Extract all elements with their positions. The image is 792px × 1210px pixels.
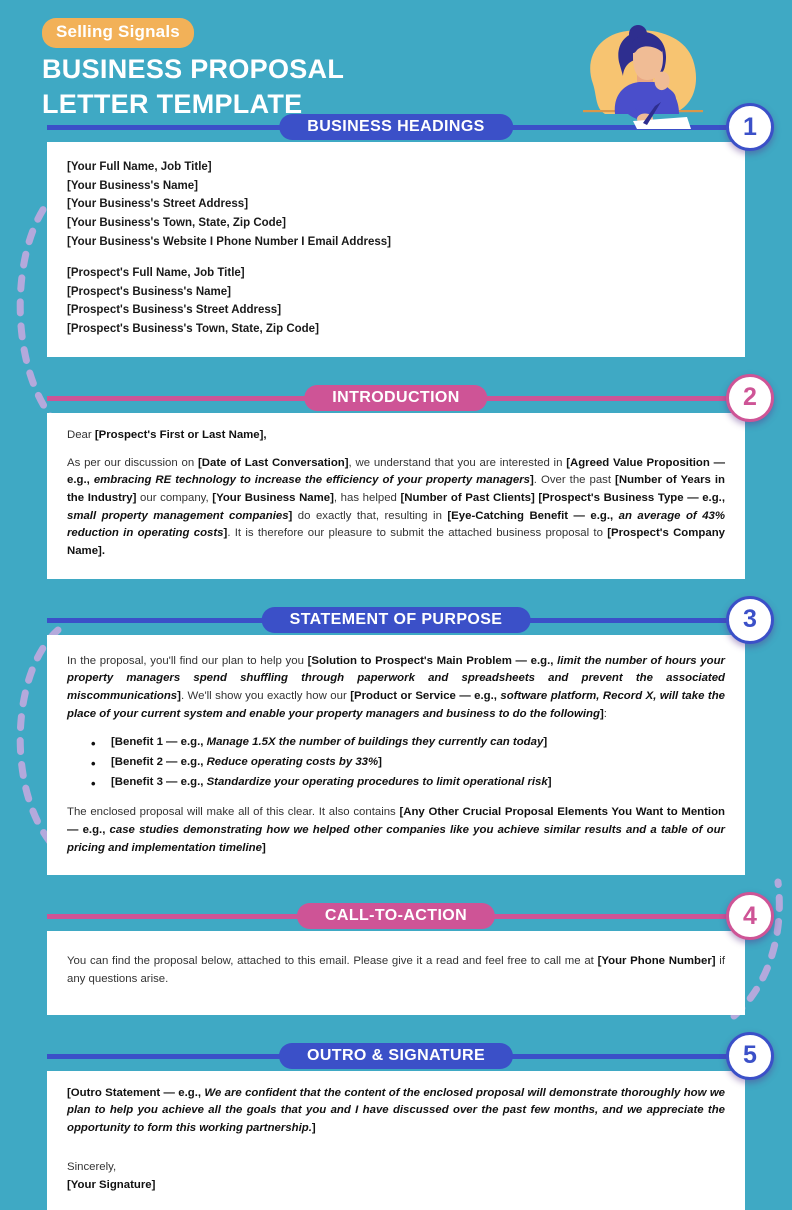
sender-line: [Your Business's Website I Phone Number I Email Address] xyxy=(67,235,391,248)
section-header-bar-4 xyxy=(47,901,745,931)
page-title-line-1: BUSINESS PROPOSAL xyxy=(42,54,345,84)
section-header-bar-5 xyxy=(47,1041,745,1071)
signature-block xyxy=(67,1158,725,1195)
benefit-list-item: • [Benefit 3 — e.g., Standardize your operating procedures to limit operational risk] xyxy=(67,773,725,793)
section-title-2: INTRODUCTION xyxy=(304,385,487,411)
signature-field: [Your Signature] xyxy=(67,1178,156,1191)
step-number-badge-1: 1 xyxy=(726,103,774,151)
section-header-bar-3 xyxy=(47,605,745,635)
section-gap xyxy=(0,357,792,383)
recipient-line: [Prospect's Business's Name] xyxy=(67,285,231,298)
section-gap xyxy=(0,579,792,605)
cta-paragraph: You can find the proposal below, attached to this email. Please give it a read and feel free to call me at [Your Phone Number] if any questions arise. xyxy=(67,955,725,985)
salutation xyxy=(67,429,725,441)
section-card-2 xyxy=(47,413,745,579)
benefit-list-item: • [Benefit 1 — e.g., Manage 1.5X the number of buildings they currently can today] xyxy=(67,733,725,753)
section-business-headings xyxy=(0,112,792,357)
section-card-3 xyxy=(47,635,745,876)
step-number-badge-2: 2 xyxy=(726,374,774,422)
section-title-5: OUTRO & SIGNATURE xyxy=(279,1043,513,1069)
section-call-to-action xyxy=(0,901,792,1014)
benefits-list xyxy=(67,733,725,792)
sender-line: [Your Full Name, Job Title] xyxy=(67,161,212,173)
section-outro-signature xyxy=(0,1041,792,1210)
section-introduction xyxy=(0,383,792,579)
section-title-3: STATEMENT OF PURPOSE xyxy=(262,607,531,633)
recipient-line: [Prospect's Business's Street Address] xyxy=(67,304,282,317)
salutation-prefix: Dear xyxy=(67,428,95,441)
sender-line: [Your Business's Name] xyxy=(67,179,198,192)
section-title-4: CALL-TO-ACTION xyxy=(297,903,495,929)
step-number-badge-3: 3 xyxy=(726,596,774,644)
page-title-line-2: LETTER TEMPLATE xyxy=(42,88,303,119)
outro-paragraph: [Outro Statement — e.g., We are confident that the content of the enclosed proposal will demonstrate thoroughly how we plan to help you achieve all the goals that you and I have discussed over the past few months, and we appreciate the opportunity to form this working partnership.] xyxy=(67,1086,726,1134)
intro-paragraph: As per our discussion on [Date of Last Conversation], we understand that you are interested in [Agreed Value Proposition — e.g., embracing RE technology to increase the efficiency of your property managers]. Over the past [Number of Years in the Industry] our company, [Your Business Name], has helped [Number of Past Clients] [Prospect's Business Type — e.g., small property management companies] do exactly that, resulting in [Eye-Catching Benefit — e.g., an average of 43% reduction in operating costs]. It is therefore our pleasure to submit the attached business proposal to [Prospect's Company Name]. xyxy=(67,456,725,557)
recipient-line: [Prospect's Full Name, Job Title] xyxy=(67,267,245,280)
section-title-1: BUSINESS HEADINGS xyxy=(279,114,513,140)
woman-writing-at-desk-illustration xyxy=(575,22,710,130)
recipient-line: [Prospect's Business's Town, State, Zip Code] xyxy=(67,323,319,335)
sender-line: [Your Business's Street Address] xyxy=(67,198,249,211)
purpose-paragraph-1: In the proposal, you'll find our plan to help you [Solution to Prospect's Main Problem — e.g., limit the number of hours your property managers spend shuffling through paperwork and spreadsheets and prevent the associated miscommunications]. We'll show you exactly how our [Product or Service — e.g., software platform, Record X, will take the place of your current system and enable your property managers and business to do the following]: xyxy=(67,654,725,720)
benefit-list-item: • [Benefit 2 — e.g., Reduce operating costs by 33%] xyxy=(67,753,725,773)
step-number-badge-4: 4 xyxy=(726,892,774,940)
section-card-4 xyxy=(47,931,745,1014)
page-title xyxy=(42,52,344,121)
step-number-badge-5: 5 xyxy=(726,1032,774,1080)
address-spacer xyxy=(67,251,725,264)
brand-badge: Selling Signals xyxy=(42,18,194,48)
section-gap xyxy=(0,875,792,901)
salutation-field: [Prospect's First or Last Name], xyxy=(94,428,267,441)
sender-line: [Your Business's Town, State, Zip Code] xyxy=(67,216,286,229)
page-header xyxy=(0,0,792,119)
section-statement-of-purpose xyxy=(0,605,792,876)
purpose-paragraph-2: The enclosed proposal will make all of this clear. It also contains [Any Other Crucial Proposal Elements You Want to Mention — e.g., case studies demonstrating how we helped other companies like you achieve similar results and a table of our pricing and implementation timeline] xyxy=(67,806,725,854)
section-header-bar-2 xyxy=(47,383,745,413)
signoff-text: Sincerely, xyxy=(67,1160,117,1173)
section-gap xyxy=(0,1015,792,1041)
section-card-5 xyxy=(47,1071,745,1210)
section-card-1 xyxy=(47,142,745,357)
